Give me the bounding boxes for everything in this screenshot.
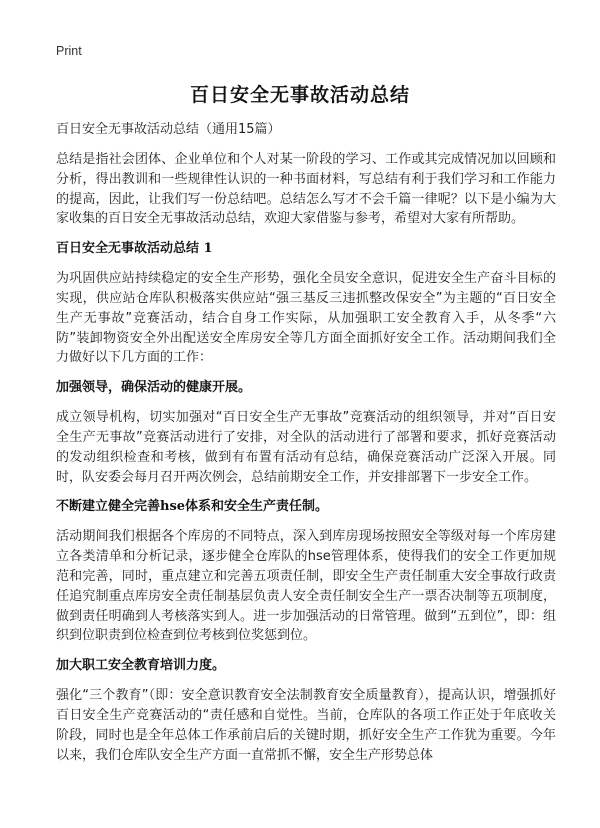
hse-system-heading: 不断建立健全完善hse体系和安全生产责任制。 <box>56 499 329 515</box>
section-1-paragraph: 为巩固供应站持续稳定的安全生产形势，强化全员安全意识，促进安全生产奋斗目标的实现，供应站仓库队积极落实供应站“强三基反三违抓整改保安全”为主题的“百日安全生产无事故”竞赛活动，结合自身工作实际，从加强职工安全教育入手，从冬季“六防”装卸物资安全外出配送安全库房安全等几方面全面抓好安全工作。活动期间我们全力做好以下几方面的工作： <box>56 271 556 366</box>
page-title: 百日安全无事故活动总结 <box>189 84 410 106</box>
intro-paragraph: 总结是指社会团体、企业单位和个人对某一阶段的学习、工作或其完成情况加以回顾和分析，得出教训和一些规律性认识的一种书面材料，写总结有利于我们学习和工作能力的提高，因此，让我们写一份总结吧。总结怎么写才不会千篇一律呢？以下是小编为大家收集的百日安全无事故活动总结，欢迎大家借鉴与参考，希望对大家有所帮助。 <box>56 152 556 227</box>
section-heading-1: 百日安全无事故活动总结 1 <box>56 241 213 257</box>
hse-system-paragraph: 活动期间我们根据各个库房的不同特点，深入到库房现场按照安全等级对每一个库房建立各类清单和分析记录，逐步健全仓库队的hse管理体系，使得我们的安全工作更加规范和完善，同时，重点建立和完善五项责任制，即安全生产责任制重大安全事故行政责任追究制重点库房安全责任制基层负责人安全责任制安全生产一票否决制等五项制度，做到责任明确到人考核落实到人。进一步加强活动的日常管理。做到“五到位”，即：组织到位职责到位检查到位考核到位奖惩到位。 <box>56 529 556 644</box>
leadership-paragraph: 成立领导机构，切实加强对“百日安全生产无事故”竞赛活动的组织领导，并对“百日安全生产无事故”竞赛活动进行了安排，对全队的活动进行了部署和要求，抓好竞赛活动的发动组织检查和考核，做到有布置有活动有总结，确保竞赛活动广泛深入开展。同时，队安委会每月召开两次例会，总结前期安全工作，并安排部署下一步安全工作。 <box>56 410 556 485</box>
print-label[interactable]: Print <box>56 44 82 58</box>
training-paragraph: 强化“三个教育”（即：安全意识教育安全法制教育安全质量教育），提高认识，增强抓好百日安全生产竞赛活动的“责任感和自觉性。当前，仓库队的各项工作正处于年底收关阶段，同时也是全年总体工作承前启后的关键时期，抓好安全生产工作犹为重要。今年以来，我们仓库队安全生产方面一直常抓不懈，安全生产形势总体 <box>56 688 556 763</box>
document-body <box>56 120 556 775</box>
document-subtitle: 百日安全无事故活动总结（通用15篇） <box>56 122 281 137</box>
training-heading: 加大职工安全教育培训力度。 <box>56 658 226 674</box>
leadership-heading: 加强领导，确保活动的健康开展。 <box>56 380 252 396</box>
